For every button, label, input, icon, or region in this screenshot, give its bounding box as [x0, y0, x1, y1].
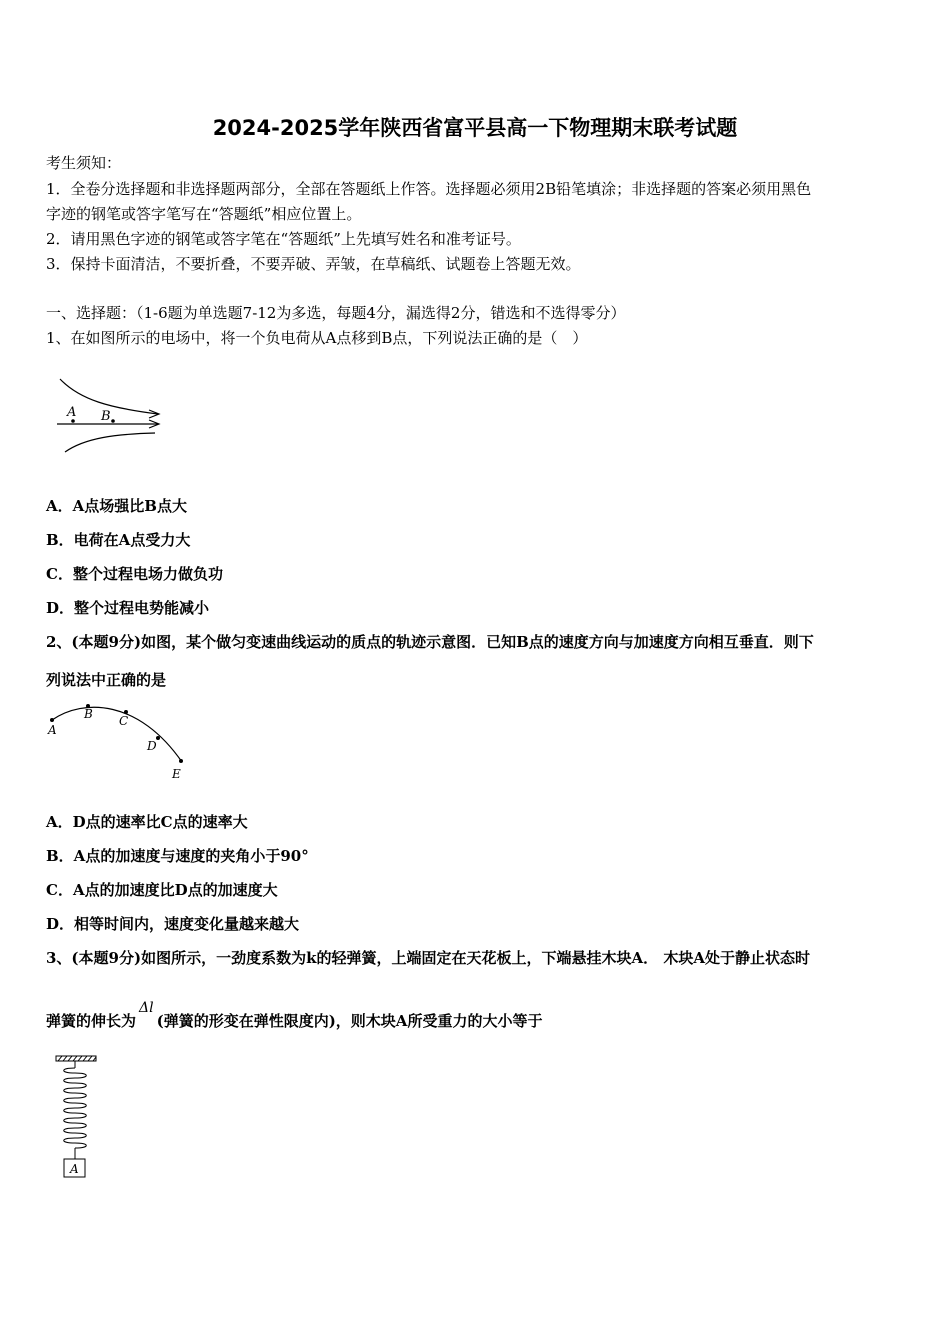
option-d: D．相等时间内，速度变化量越来越大 — [46, 915, 300, 933]
question-3-stem-cont — [46, 1000, 543, 1031]
stem-text: 弹簧的伸长为 — [46, 1012, 137, 1030]
page-title: 2024-2025学年陕西省富平县高一下物理期末联考试题 — [212, 116, 738, 140]
question-1-stem: 1、在如图所示的电场中，将一个负电荷从A点移到B点，下列说法正确的是（ ） — [46, 329, 588, 347]
block-label: A — [70, 1162, 79, 1176]
figure-label-a: A — [48, 723, 57, 737]
stem-text: (弹簧的形变在弹性限度内)，则木块A所受重力的大小等于 — [156, 1012, 543, 1030]
question-3-stem: 3、(本题9分)如图所示，一劲度系数为k的轻弹簧，上端固定在天花板上，下端悬挂木块A． 木块A处于静止状态时 — [46, 949, 810, 967]
trajectory-figure — [44, 700, 194, 784]
figure-label-d: D — [147, 739, 157, 753]
figure-label-e: E — [172, 767, 181, 781]
spring-figure — [50, 1052, 100, 1180]
question-2-stem-cont: 列说法中正确的是 — [46, 671, 167, 689]
option-b: B．电荷在A点受力大 — [46, 531, 191, 549]
figure-label-a: A — [67, 405, 77, 420]
question-2-stem: 2、(本题9分)如图，某个做匀变速曲线运动的质点的轨迹示意图．已知B点的速度方向与加速度方向相互垂直．则下 — [46, 633, 814, 651]
notice-heading: 考生须知： — [46, 154, 122, 172]
figure-label-b: B — [101, 409, 111, 424]
option-c: C．整个过程电场力做负功 — [46, 565, 223, 583]
notice-item: 字迹的钢笔或答字笔写在“答题纸”相应位置上。 — [46, 205, 362, 223]
notice-item: 1．全卷分选择题和非选择题两部分，全部在答题纸上作答。选择题必须用2B铅笔填涂；非选择题的答案必须用黑色 — [46, 180, 812, 198]
option-d: D．整个过程电势能减小 — [46, 599, 210, 617]
option-a: A．A点场强比B点大 — [46, 497, 187, 515]
section-heading: 一、选择题：（1-6题为单选题7-12为多选，每题4分，漏选得2分，错选和不选得零分） — [46, 304, 626, 322]
option-a: A．D点的速率比C点的速率大 — [46, 813, 248, 831]
notice-item: 2．请用黑色字迹的钢笔或答字笔在“答题纸”上先填写姓名和准考证号。 — [46, 230, 521, 248]
figure-label-c: C — [119, 714, 129, 728]
figure-label-b: B — [84, 707, 93, 721]
electric-field-figure — [55, 374, 165, 458]
option-b: B．A点的加速度与速度的夹角小于90° — [46, 847, 309, 865]
delta-l-symbol: Δl — [139, 1000, 154, 1016]
notice-item: 3．保持卡面清洁，不要折叠，不要弄破、弄皱，在草稿纸、试题卷上答题无效。 — [46, 255, 581, 273]
option-c: C．A点的加速度比D点的加速度大 — [46, 881, 278, 899]
